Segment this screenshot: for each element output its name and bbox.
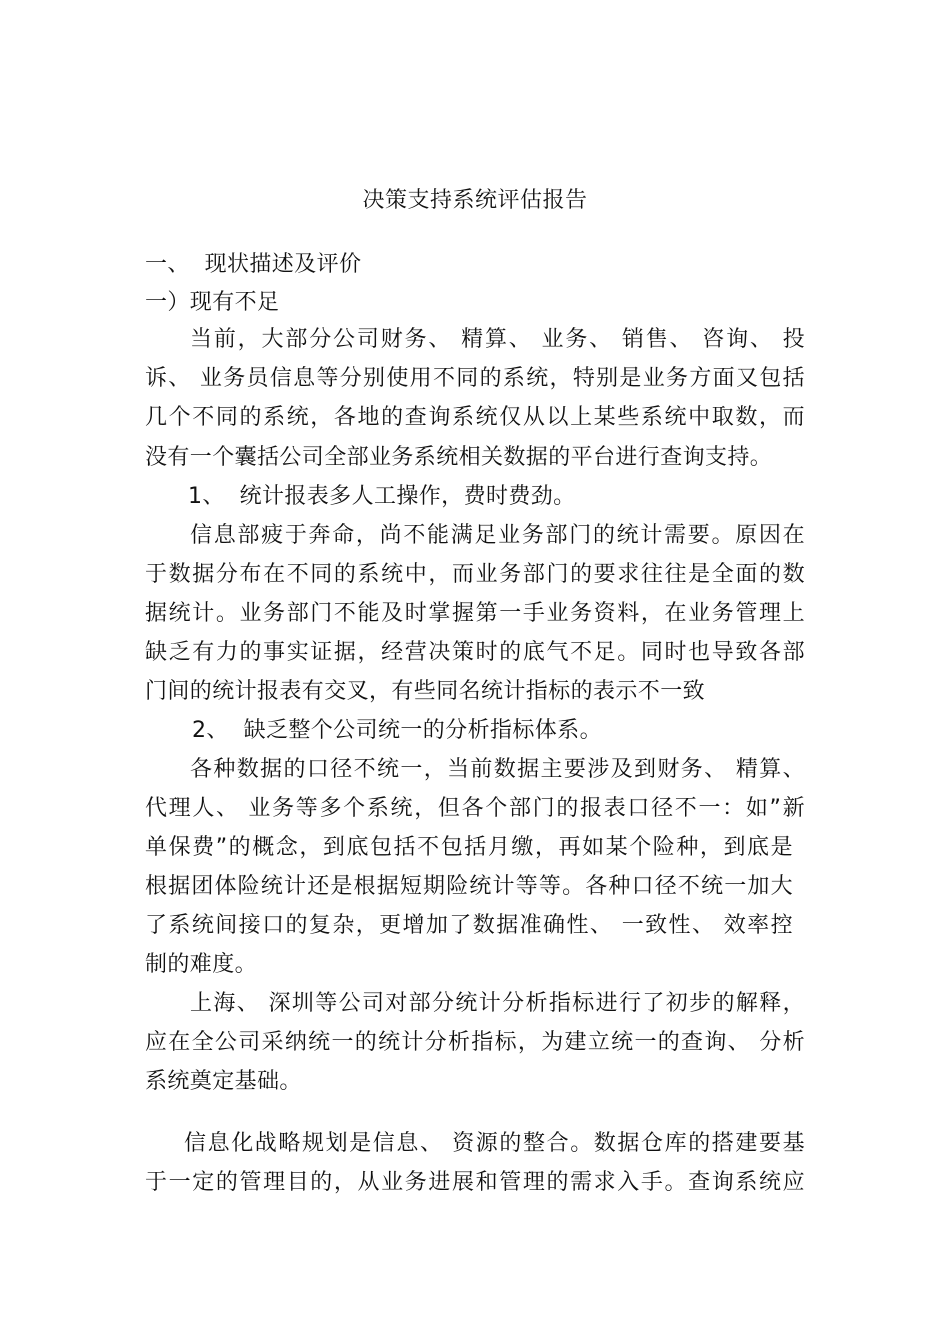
paragraph-line: 没有一个囊括公司全部业务系统相关数据的平台进行查询支持。: [145, 445, 773, 470]
paragraph-line: 单保费”的概念，到底包括不包括月缴，再如某个险种，到底是: [145, 835, 793, 860]
paragraph-line: 信息部疲于奔命，尚不能满足业务部门的统计需要。原因在: [190, 523, 805, 548]
paragraph-line: 了系统间接口的复杂，更增加了数据准确性、 一致性、 效率控: [145, 913, 793, 938]
paragraph-line: 信息化战略规划是信息、 资源的整合。数据仓库的搭建要基: [184, 1131, 805, 1156]
paragraph-line: 代理人、 业务等多个系统，但各个部门的报表口径不一：如”新: [145, 796, 805, 821]
subsection-heading: 一）现有不足: [145, 290, 280, 315]
paragraph-line: 上海、 深圳等公司对部分统计分析指标进行了初步的解释，: [190, 991, 805, 1016]
list-item: 2、 缺乏整个公司统一的分析指标体系。: [192, 718, 602, 743]
paragraph-line: 各种数据的口径不统一，当前数据主要涉及到财务、 精算、: [190, 757, 805, 782]
paragraph-line: 门间的统计报表有交叉，有些同名统计指标的表示不一致: [145, 679, 706, 704]
paragraph-line: 于数据分布在不同的系统中，而业务部门的要求往往是全面的数: [145, 562, 805, 587]
paragraph-line: 缺乏有力的事实证据，经营决策时的底气不足。同时也导致各部: [145, 640, 805, 665]
list-item: 1、 统计报表多人工操作，费时费劲。: [188, 484, 576, 509]
section-heading: 一、 现状描述及评价: [145, 252, 362, 277]
paragraph-line: 于一定的管理目的，从业务进展和管理的需求入手。查询系统应: [145, 1170, 805, 1195]
document-title: 决策支持系统评估报告: [362, 188, 588, 213]
paragraph-line: 诉、 业务员信息等分别使用不同的系统，特别是业务方面又包括: [145, 366, 805, 391]
paragraph-line: 根据团体险统计还是根据短期险统计等等。各种口径不统一加大: [145, 874, 793, 899]
paragraph-line: 当前，大部分公司财务、 精算、 业务、 销售、 咨询、 投: [190, 327, 805, 352]
paragraph-line: 几个不同的系统，各地的查询系统仅从以上某些系统中取数，而: [145, 405, 805, 430]
paragraph-line: 应在全公司采纳统一的统计分析指标，为建立统一的查询、 分析: [145, 1030, 805, 1055]
paragraph-line: 据统计。业务部门不能及时掌握第一手业务资料，在业务管理上: [145, 601, 805, 626]
paragraph-line: 制的难度。: [145, 952, 258, 977]
paragraph-line: 系统奠定基础。: [145, 1069, 302, 1094]
